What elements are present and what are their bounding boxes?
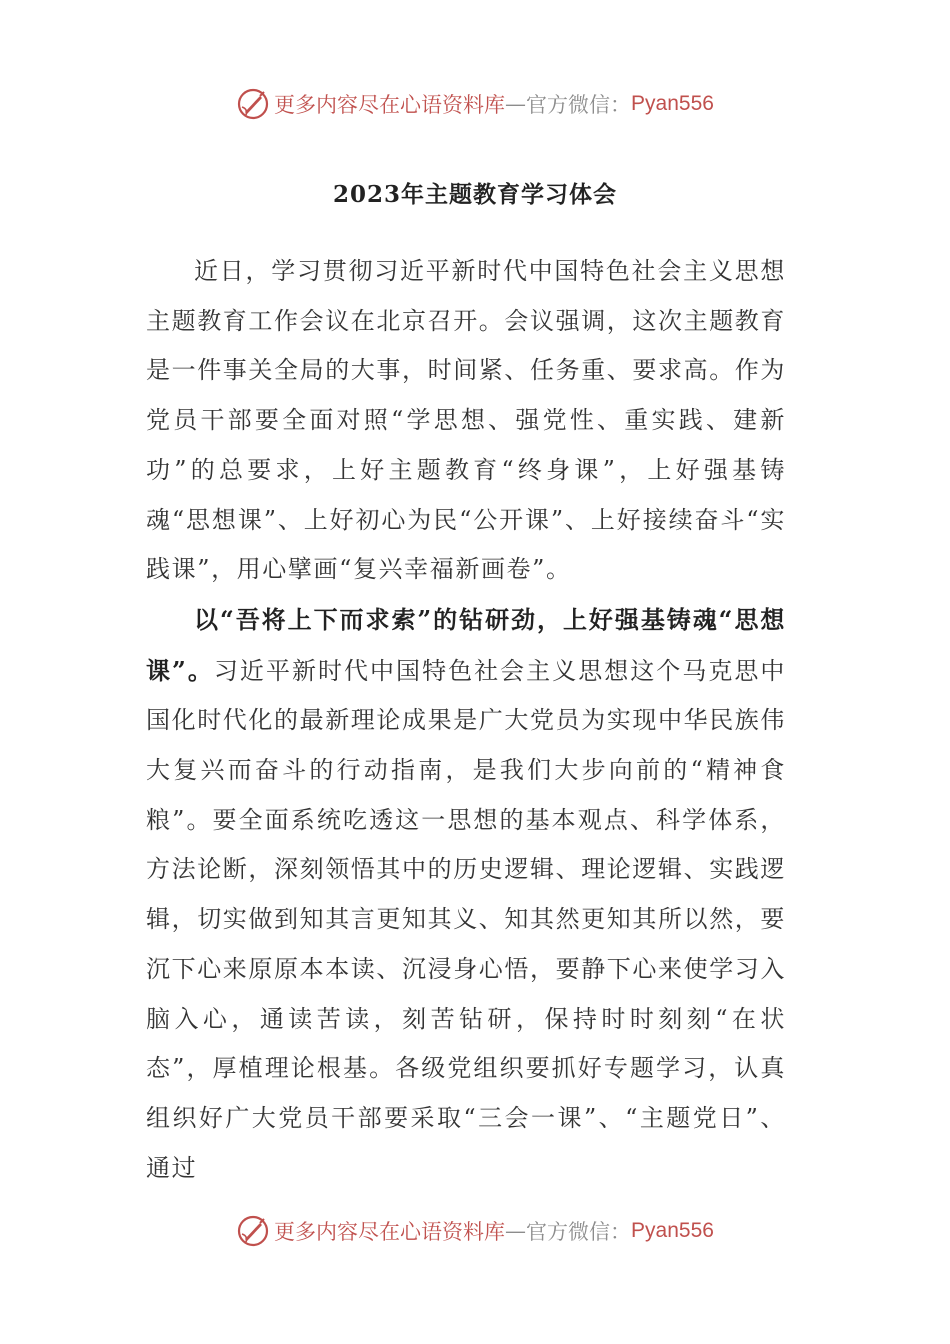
paragraph-text: 近日，学习贯彻习近平新时代中国特色社会主义思想主题教育工作会议在北京召开。会议强调，这次主题教育是一件事关全局的大事，时间紧、任务重、要求高。作为党员干部要全面对照“学思想、强党性、重实践、建新功”的总要求，上好主题教育“终身课”，上好强基铸魂“思想课”、上好初心为民“公开课”、上好接续奋斗“实践课”，用心擘画“复兴幸福新画卷”。 [146,257,786,584]
paragraph-lead: 以“吾将上下而求索”的钻研劲，上好强基铸魂“思想课”。 [146,604,786,685]
paragraph-intro [146,246,786,595]
document-title: 2023年主题教育学习体会 [332,181,617,208]
banner-brand-text: 更多内容尽在心语资料库 [274,93,506,117]
quill-pen-logo-icon [236,1214,270,1248]
banner-wechat-label: 官方微信： [526,93,632,117]
footer-banner [0,1211,950,1251]
quill-pen-logo-icon [236,87,270,121]
paragraph-text: 习近平新时代中国特色社会主义思想这个马克思中国化时代化的最新理论成果是广大党员为实现中华民族伟大复兴而奋斗的行动指南，是我们大步向前的“精神食粮”。要全面系统吃透这一思想的基本观点、科学体系，方法论断，深刻领悟其中的历史逻辑、理论逻辑、实践逻辑，切实做到知其言更知其义、知其然更知其所以然，要沉下心来原原本本读、沉浸身心悟，要静下心来使学习入脑入心，通读苦读，刻苦钻研，保持时时刻刻“在状态”，厚植理论根基。各级党组织要抓好专题学习，认真组织好广大党员干部要采取“三会一课”、“主题党日”、通过 [146,656,787,1182]
banner-wechat-label: 官方微信： [526,1220,632,1244]
banner-wechat-id: Pyan556 [631,1219,714,1242]
document-body [146,246,786,1193]
banner-wechat-id: Pyan556 [631,92,714,115]
banner-dash: — [505,92,527,116]
banner-brand-text: 更多内容尽在心语资料库 [274,1220,506,1244]
header-banner [0,84,950,124]
paragraph-thought-lesson [146,595,786,1193]
banner-dash: — [505,1219,527,1243]
